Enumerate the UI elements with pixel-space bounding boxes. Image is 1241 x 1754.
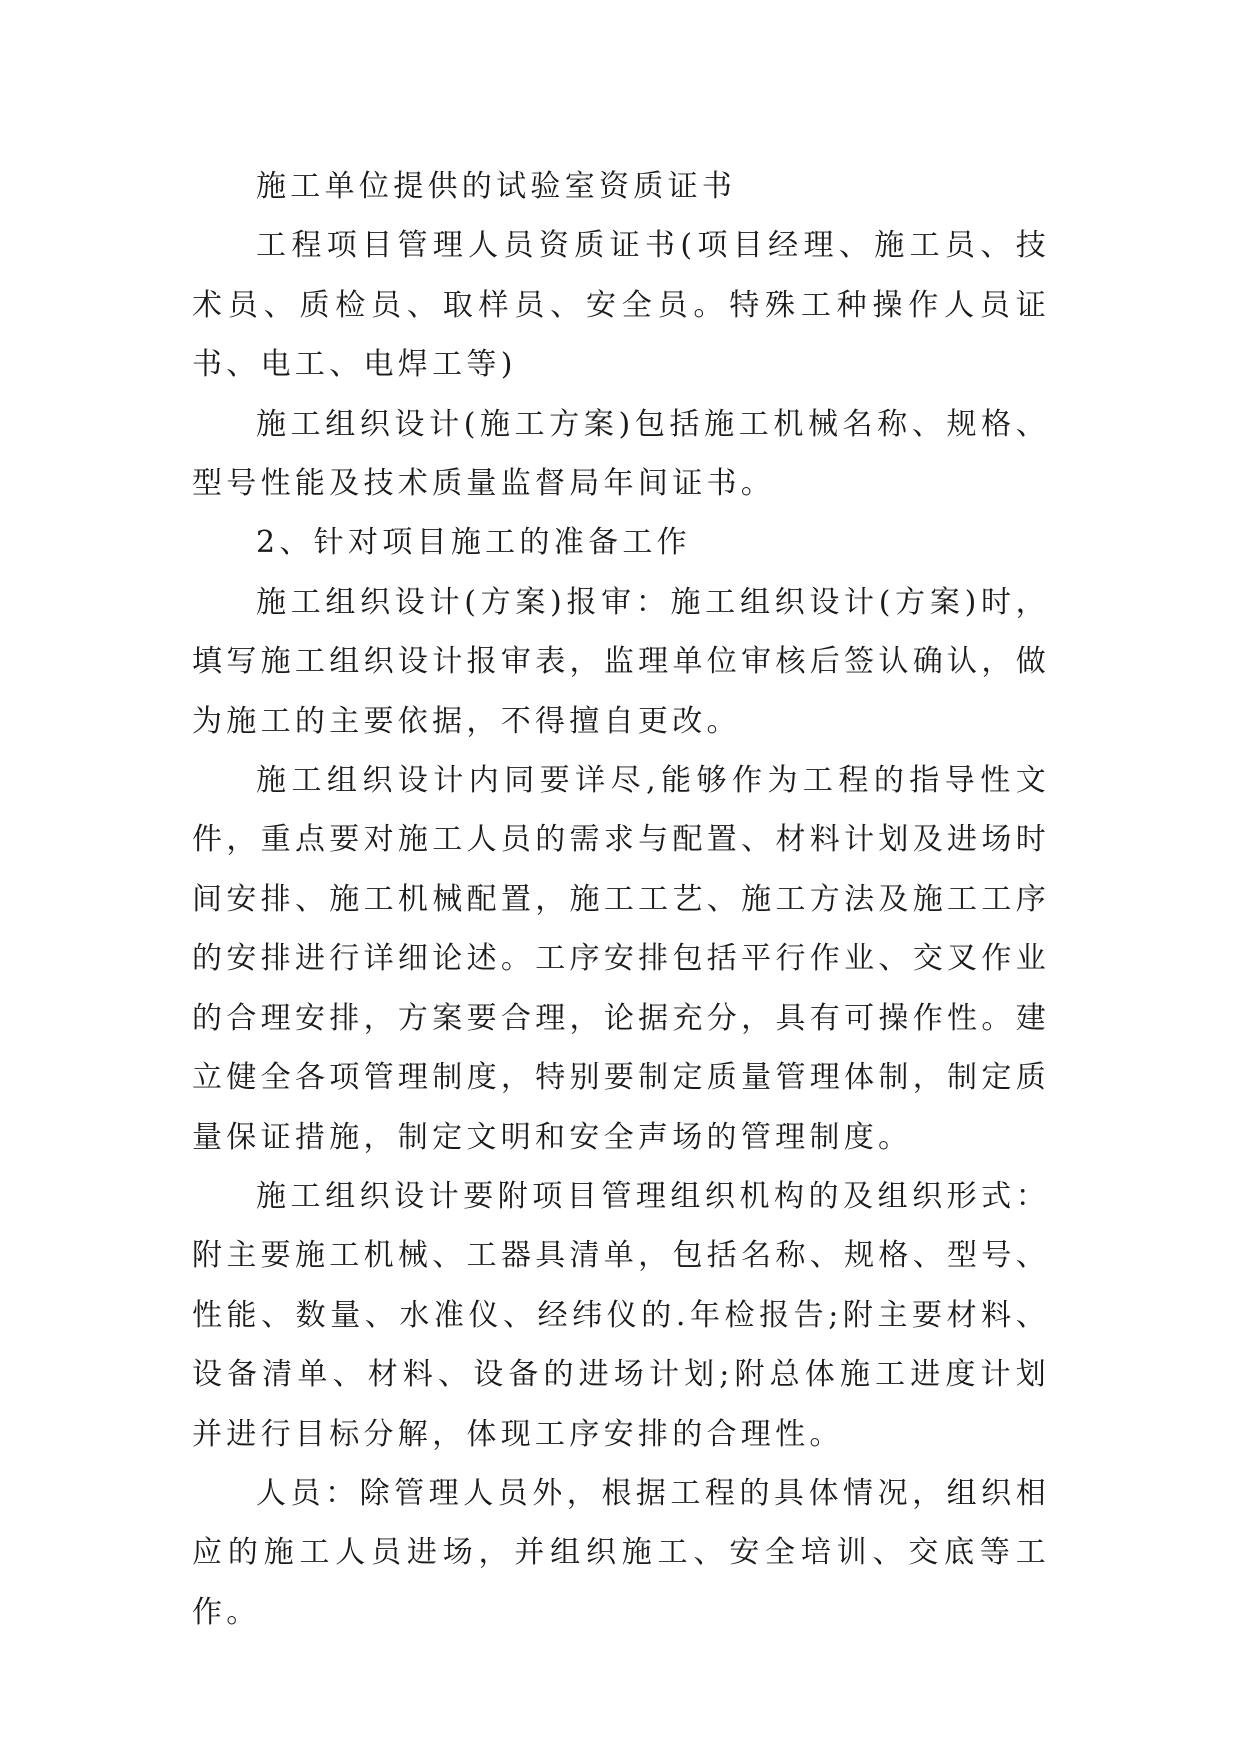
paragraph-plan-attachments: 施工组织设计要附项目管理组织机构的及组织形式：附主要施工机械、工器具清单，包括名称、规格、型号、性能、数量、水准仪、经纬仪的.年检报告;附主要材料、设备清单、材料、设备的进场计划;附总体施工进度计划并进行目标分解，体现工序安排的合理性。 (192, 1178, 1050, 1452)
section-heading-preparation: 2、针对项目施工的准备工作 (256, 525, 691, 561)
document-body (192, 157, 1050, 1642)
paragraph-construction-plan: 施工组织设计(施工方案)包括施工机械名称、规格、型号性能及技术质量监督局年间证书。 (192, 406, 1050, 502)
paragraph-plan-details: 施工组织设计内同要详尽,能够作为工程的指导性文件，重点要对施工人员的需求与配置、材料计划及进场时间安排、施工机械配置，施工工艺、施工方法及施工工序的安排进行详细论述。工序安排包括平行作业、交叉作业的合理安排，方案要合理，论据充分，具有可操作性。建立健全各项管理制度，特别要制定质量管理体制，制定质量保证措施，制定文明和安全声场的管理制度。 (192, 763, 1050, 1155)
paragraph-personnel: 人员：除管理人员外，根据工程的具体情况，组织相应的施工人员进场，并组织施工、安全培训、交底等工作。 (192, 1475, 1050, 1630)
paragraph-lab-certificate: 施工单位提供的试验室资质证书 (256, 169, 737, 204)
paragraph-plan-review: 施工组织设计(方案)报审：施工组织设计(方案)时，填写施工组织设计报审表，监理单位审核后签认确认，做为施工的主要依据，不得擅自更改。 (192, 584, 1050, 739)
paragraph-personnel-certificates: 工程项目管理人员资质证书(项目经理、施工员、技术员、质检员、取样员、安全员。特殊工种操作人员证书、电工、电焊工等) (192, 228, 1050, 383)
